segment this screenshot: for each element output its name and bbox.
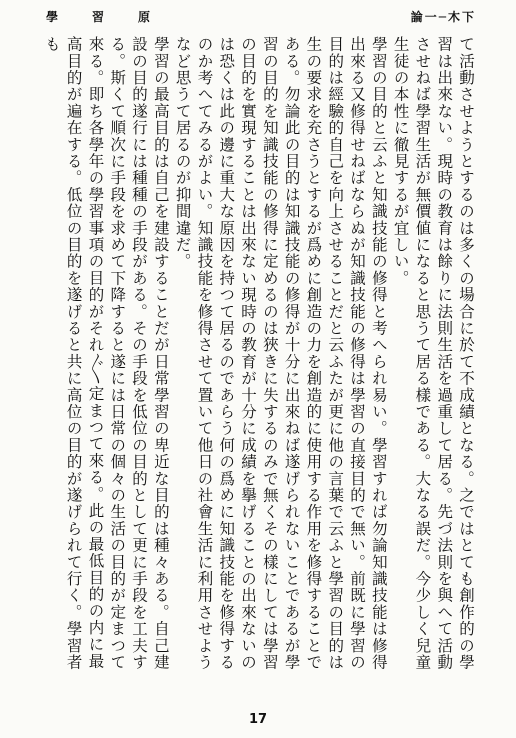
- vertical-body-text: [36, 36, 476, 686]
- chapter-title: 論一─木下: [410, 10, 476, 24]
- paragraph-highest-purpose: 學習の最高目的は自己を建設することだが日常學習の卑近な目的は種々ある。自己建設の目的遂行には種種の手段がある。その手段を低位の目的として更に手段を工夫する。斯くて順次に手段を求めて下降すると遂には日常の個々の生活の目的が定まつて來る。即ち各學年の學習事項の目的がそれ〴〵定まつて來る。此の最低目的の内に最高目的が遍在する。低位の目的を遂げると共に高位の目的が遂げられて行く。學習者も: [42, 36, 170, 671]
- page-number: 17: [248, 712, 268, 727]
- paragraph-continuation: て活動させようとするのは多くの場合に於て不成績となる。之ではとても創作的の學習は出來ない。現時の教育は餘りに法則生活を過重して居る。先づ法則を與へて活動させねば學習生活が無價値になると思うて居る樣である。大なる誤だ。今少しく兒童生徒の本性に徹見するが宜しい。: [391, 36, 475, 671]
- running-head: [46, 6, 476, 28]
- paragraph-learning-purpose: 學習の目的と云ふと知識技能の修得と考へられ易い。學習すれば勿論知識技能は修得出來る又修得せねばならぬが知識技能の修得は學習の直接目的で無い。前既に學習の目的は經驗的自己を向上させることだと云ふたが更に他の言葉で云ふと學習の目的は生の要求を充さうとするが爲めに創造の力を創造的に使用する作用を修得することである。勿論此の目的は知識技能の修得が十分に出來ねば遂げられないことであるが學習の目的を知識技能の修得に定めるのは狹きに失するのみで無くその樣にしては學習の目的を實現することは出來ない現時の教育が十分に成績を擧げることの出來ないのは恐くは此の邊に重大な原因を持つて居るのであらう何の爲めに知識技能を修得するのか考へてみるがよい。知識技能を修得させて置いて他日の社會生活に利用させようなど思うて居るのが抑間違だ。: [173, 36, 388, 671]
- book-title: 學習原: [46, 10, 185, 24]
